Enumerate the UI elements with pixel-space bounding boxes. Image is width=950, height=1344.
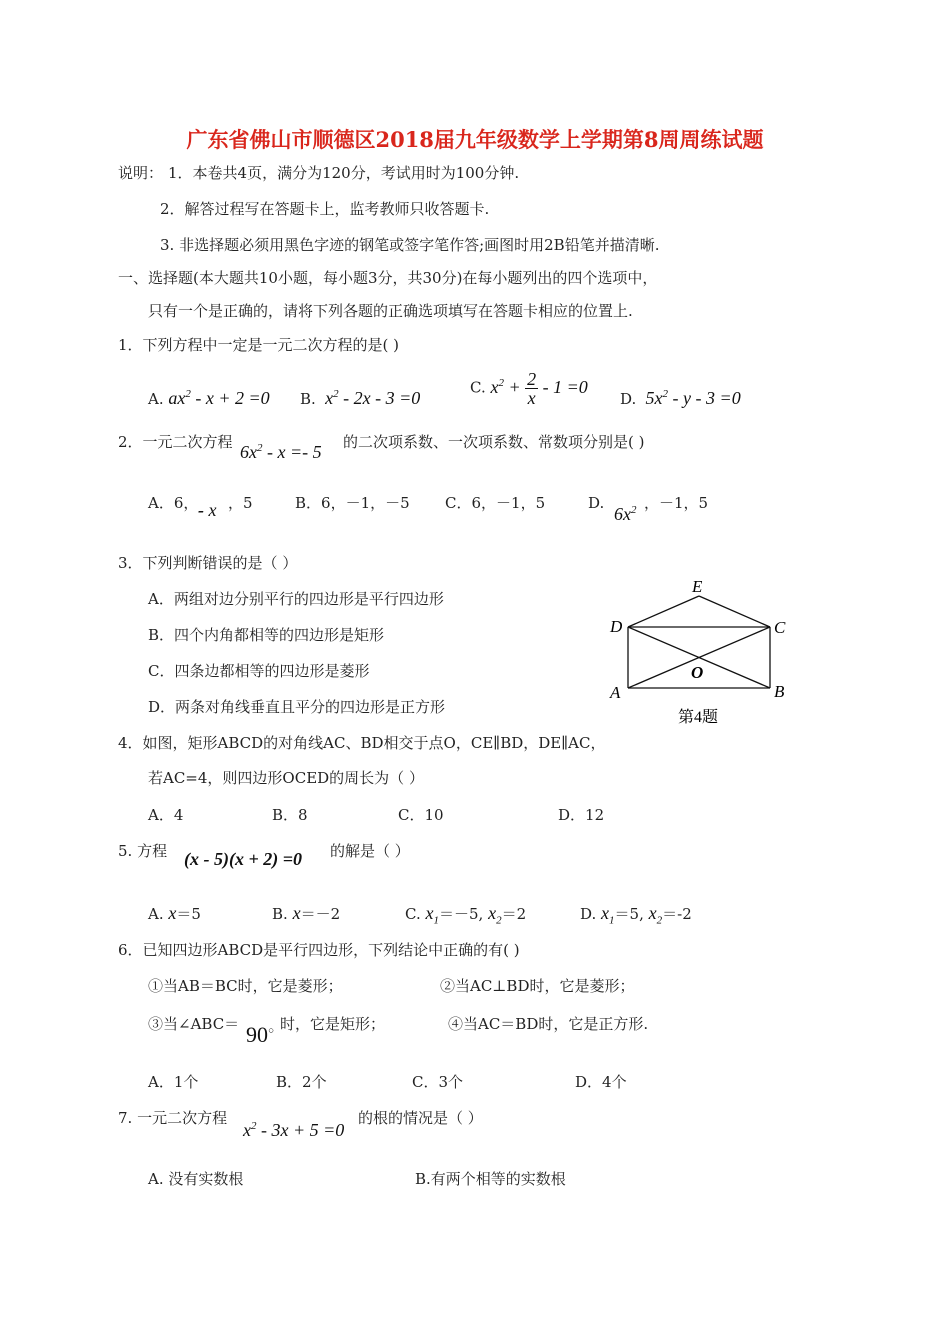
- q5-c-value2: ＝2: [501, 905, 527, 923]
- q6-option-c: C．3个: [412, 1073, 464, 1091]
- q5-a-value: ＝5: [176, 905, 201, 923]
- q4-line2: 若AC=4，则四边形OCED的周长为（ ）: [148, 769, 424, 787]
- q5-c-var2: $x_2$: [488, 903, 502, 927]
- q7-option-a: A. 没有实数根: [148, 1170, 244, 1188]
- q3-option-a: A．两组对边分别平行的四边形是平行四边形: [148, 590, 444, 608]
- q5-option-c: [405, 903, 526, 931]
- q6-statement-1: ①当AB＝BC时，它是菱形；: [148, 977, 343, 995]
- segment-ce: [699, 596, 770, 627]
- q7-option-b: B.有两个相等的实数根: [415, 1170, 566, 1188]
- q7-stem-prefix: 7. 一元二次方程: [118, 1109, 228, 1127]
- q5-a-label: A.: [148, 905, 164, 923]
- q6-statement-4: ④当AC＝BD时，它是正方形.: [448, 1015, 649, 1033]
- q3-stem: 3．下列判断错误的是（ ）: [118, 554, 298, 572]
- q2-option-a-head: A．6，: [148, 494, 199, 512]
- q6-statement-3-prefix: ③当∠ABC＝: [148, 1015, 240, 1033]
- label-c: C: [774, 618, 786, 637]
- label-o: O: [691, 663, 704, 682]
- q1-option-d: [620, 384, 741, 409]
- q1-stem: 1．下列方程中一定是一元二次方程的是( ): [118, 336, 400, 354]
- note-3: 3. 非选择题必须用黑色字迹的钢笔或签字笔作答;画图时用2B铅笔并描清晰.: [160, 236, 660, 254]
- q5-stem-suffix: 的解是（ ）: [330, 842, 410, 860]
- q5-option-d: [580, 903, 692, 931]
- q1-option-c: [470, 370, 588, 407]
- q5-c-label: C.: [405, 905, 421, 923]
- q1-c-label: C.: [470, 378, 486, 397]
- q1-d-label: D.: [620, 390, 637, 408]
- q2-option-d-term: $6x^2$: [614, 504, 637, 524]
- q6-option-b: B．2个: [276, 1073, 327, 1091]
- q2-equation: $6x^2 - x =- 5$: [240, 442, 322, 462]
- note-1: 1．本卷共4页，满分为120分，考试用时为100分钟.: [168, 164, 520, 182]
- q5-b-var: x: [292, 903, 301, 923]
- q5-b-value: ＝－2: [300, 905, 341, 923]
- label-b: B: [774, 682, 785, 701]
- q6-stem: 6．已知四边形ABCD是平行四边形，下列结论中正确的有( ): [118, 941, 520, 959]
- q2-stem-suffix: 的二次项系数、一次项系数、常数项分别是( ): [343, 433, 645, 451]
- q5-d-var1: $x_1$: [601, 903, 615, 927]
- page-title: 广东省佛山市顺德区2018届九年级数学上学期第8周周练试题: [186, 127, 764, 152]
- section1-line2: 只有一个是正确的，请将下列各题的正确选项填写在答题卡相应的位置上.: [148, 302, 633, 320]
- q6-option-d: D．4个: [575, 1073, 627, 1091]
- q4-option-c: C．10: [398, 806, 444, 824]
- q5-option-b: [272, 903, 340, 924]
- q4-line1: 4．如图，矩形ABCD的对角线AC、BD相交于点O，CE∥BD，DE∥AC，: [118, 734, 606, 752]
- q1-option-b: [300, 384, 420, 409]
- q2-option-c: C．6，－1，5: [445, 494, 546, 512]
- q1-option-a: [148, 384, 270, 409]
- q1-b-formula: $x^2 - 2x - 3 =0$: [320, 388, 421, 408]
- q2-option-d-tail: ，－1，5: [644, 494, 709, 512]
- q2-stem-prefix: 2．一元二次方程: [118, 433, 233, 451]
- q5-b-label: B.: [272, 905, 288, 923]
- q7-equation: $x^2 - 3x + 5 =0$: [243, 1120, 345, 1140]
- label-a: A: [610, 683, 621, 702]
- section1-line1: 一、选择题(本大题共10小题，每小题3分，共30分)在每小题列出的四个选项中，: [118, 269, 658, 287]
- q2-option-d-head: D.: [588, 494, 605, 512]
- q3-option-b: B．四个内角都相等的四边形是矩形: [148, 626, 385, 644]
- q7-stem-suffix: 的根的情况是（ ）: [358, 1109, 483, 1127]
- q1-b-label: B.: [300, 390, 316, 408]
- q5-option-a: [148, 903, 201, 924]
- label-d: D: [610, 617, 623, 636]
- q6-option-a: A．1个: [148, 1073, 199, 1091]
- q5-d-value2: ＝-2: [662, 905, 692, 923]
- q2-option-b: B．6，－1，－5: [295, 494, 410, 512]
- notes-lead: 说明：: [118, 164, 164, 182]
- q3-option-c: C．四条边都相等的四边形是菱形: [148, 662, 370, 680]
- figure-caption: 第4题: [678, 709, 719, 726]
- q1-c-formula: $x^2$ + $\frac{2}{x}$ - 1 =0: [490, 369, 588, 408]
- q5-c-var1: $x_1$: [425, 903, 439, 927]
- q1-d-formula: $5x^2 - y - 3 =0$: [645, 388, 741, 408]
- label-e: E: [692, 577, 703, 596]
- q6-angle-value: 90○: [246, 1022, 275, 1047]
- segment-de: [628, 596, 699, 627]
- rectangle-figure: [600, 572, 800, 732]
- q6-statement-3-suffix: 时，它是矩形；: [280, 1015, 386, 1033]
- q5-c-value1: ＝－5,: [439, 905, 484, 923]
- q5-a-var: x: [168, 903, 177, 923]
- q4-option-b: B．8: [272, 806, 308, 824]
- q4-option-d: D．12: [558, 806, 605, 824]
- q5-d-var2: $x_2$: [648, 903, 663, 927]
- q5-d-value1: ＝5,: [614, 905, 644, 923]
- q4-option-a: A．4: [148, 806, 184, 824]
- q5-stem-prefix: 5. 方程: [118, 842, 168, 860]
- q5-d-label: D.: [580, 905, 597, 923]
- note-2: 2．解答过程写在答题卡上，监考教师只收答题卡.: [160, 200, 490, 218]
- q1-a-label: A.: [148, 390, 164, 408]
- q6-statement-2: ②当AC⊥BD时，它是菱形；: [440, 977, 635, 995]
- q2-option-a-tail: ，5: [228, 494, 253, 512]
- q2-option-a-term: - x: [198, 500, 217, 520]
- q5-equation: (x - 5)(x + 2) =0: [184, 849, 302, 869]
- q1-a-formula: $ax^2 - x + 2 =0$: [168, 388, 270, 408]
- q3-option-d: D．两条对角线垂直且平分的四边形是正方形: [148, 698, 446, 716]
